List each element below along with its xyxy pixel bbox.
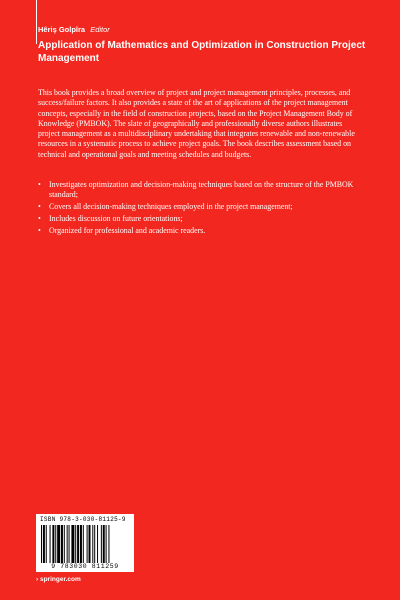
top-rule	[36, 0, 37, 44]
feature-text: Organized for professional and academic readers.	[49, 225, 206, 235]
feature-text: Investigates optimization and decision-making techniques based on the structure of the PMBOK standard;	[49, 180, 354, 200]
feature-text: Covers all decision-making techniques employed in the project management;	[49, 202, 293, 212]
barcode-bars	[41, 525, 129, 563]
feature-item	[38, 202, 358, 212]
editor-name: Hêriş Golpîra	[38, 25, 86, 34]
editor-line	[38, 25, 110, 34]
book-description: This book provides a broad overview of project and project management principles, processes, and success/failure factors. It also provides a state of the art of applications of the project management concepts, especially in the field of construction projects, based on the Project Management Body of Knowledge (PMBOK). The slate of geographically and professionally diverse authors illustrates project management as a multidisciplinary undertaking that integrates renewable and non-renewable resources in a systematic process to achieve project goals. The book describes assessment based on technical and operational goals and meeting schedules and budgets.	[38, 88, 355, 159]
book-title: Application of Mathematics and Optimization in Construction Project Management	[38, 40, 366, 64]
bullet-icon: •	[38, 202, 41, 212]
feature-list	[38, 180, 358, 237]
bullet-icon: •	[38, 180, 41, 189]
feature-text: Includes discussion on future orientations;	[49, 213, 183, 223]
editor-role: Editor	[90, 25, 110, 34]
feature-item	[38, 214, 358, 224]
bullet-icon: •	[38, 225, 41, 235]
publisher-url: › springer.com	[36, 576, 81, 583]
isbn-label: ISBN 978-3-030-81125-9	[40, 516, 126, 523]
feature-item	[38, 180, 358, 201]
isbn-barcode	[36, 514, 134, 572]
feature-item	[38, 226, 358, 236]
barcode-digits: 9 783030 811259	[51, 563, 119, 570]
bullet-icon: •	[38, 213, 41, 223]
